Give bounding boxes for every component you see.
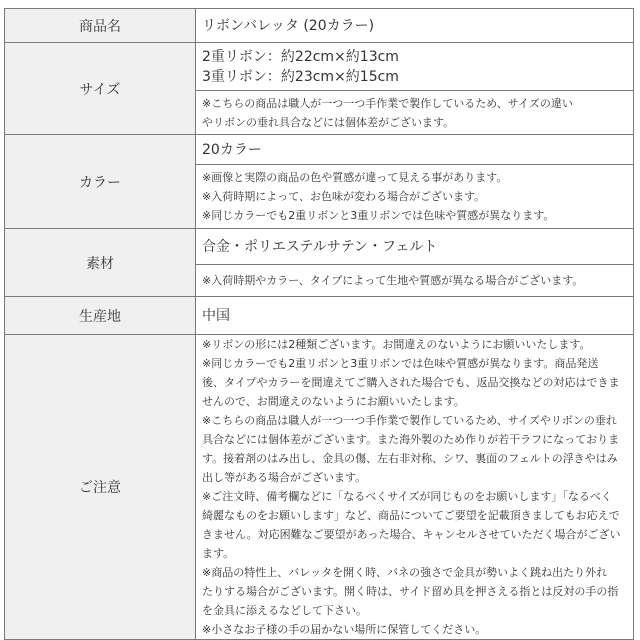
row-origin [5,297,634,335]
label-caution: ご注意 [5,335,196,640]
label-product-name: 商品名 [5,9,196,43]
note-caution: ※リボンの形には2種類ございます。お間違えのないようにお願いいたします。 ※同じカラーでも2重リボンと3重リボンでは色味や質感が異なります。商品発送 後、タイプやカラーを間違えてご購入された場合でも、返品交換などの対応はできま せんので、お間違えのないようにお願いいたします。 ※こちらの商品は職人が一つ一つ手作業で製作しているため、サイズやリボンの垂れ 具合などには個体差がございます。また海外製のため作りが若干ラフになっておりま す。接着剤のはみ出し、金具の傷、左右非対称、シワ、裏面のフェルトの浮きやはみ 出し等がある場合がございます。 ※ご注文時、備考欄などに「なるべくサイズが同じものをお願いします」「なるべく 綺麗なものをお願いします」など、商品についてご要望を記載頂きましてもお応えで きません。対応困難なご要望があった場合、キャンセルさせていただく場合がござい ます。 ※商品の特性上、バレッタを開く時、バネの強さで金具が勢いよく跳ね出たり外れ たりする場合がございます。開く時は、サイド留め具を押さえる指とは反対の手の指 を金具に添えるなどして下さい。 ※小さなお子様の手の届かない場所に保管してください。 [196,335,634,640]
value-size: 2重リボン：約22cm×約13cm 3重リボン：約23cm×約15cm [196,43,634,91]
row-product-name [5,9,634,43]
label-size: サイズ [5,43,196,135]
row-material-main [5,229,634,265]
note-size: ※こちらの商品は職人が一つ一つ手作業で製作しているため、サイズの違い やリボンの垂れ具合などには個体差がございます。 [196,91,634,135]
value-origin: 中国 [196,297,634,335]
value-product-name: リボンバレッタ (20カラー) [196,9,634,43]
label-color: カラー [5,135,196,229]
label-origin: 生産地 [5,297,196,335]
row-color-main [5,135,634,165]
value-material: 合金・ポリエステルサテン・フェルト [196,229,634,265]
product-spec-table [4,8,634,640]
note-material: ※入荷時期やカラー、タイプによって生地や質感が異なる場合がございます。 [196,265,634,297]
value-color: 20カラー [196,135,634,165]
note-color: ※画像と実際の商品の色や質感が違って見える事があります。 ※入荷時期によって、お色味が変わる場合がございます。 ※同じカラーでも2重リボンと3重リボンでは色味や質感が異なります。 [196,165,634,229]
label-material: 素材 [5,229,196,297]
row-size-main [5,43,634,91]
row-caution [5,335,634,640]
